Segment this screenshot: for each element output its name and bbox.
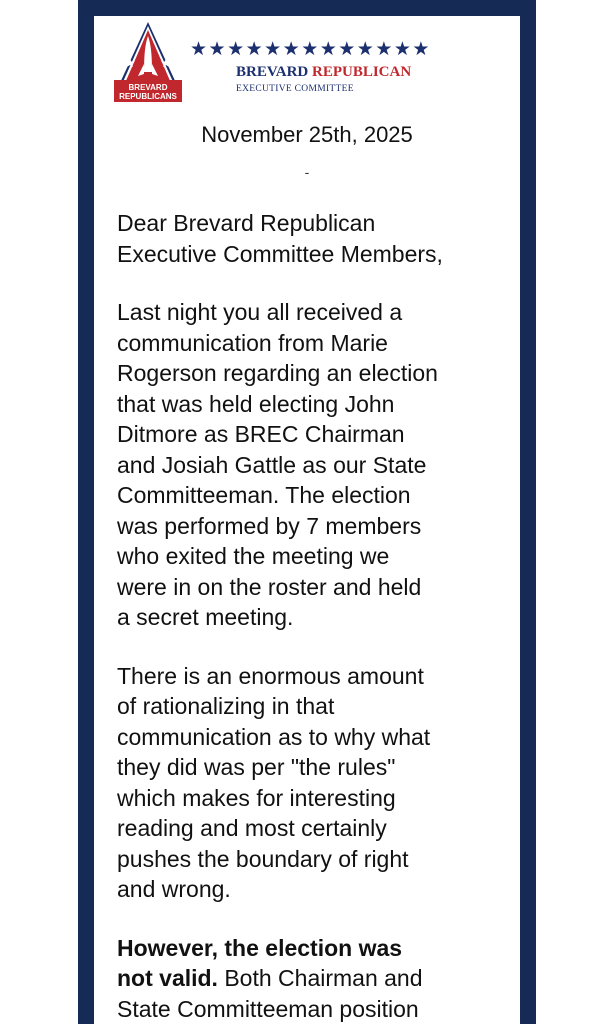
paragraph-line: pushes the boundary of right [117, 845, 409, 872]
paragraph-line: Rogerson regarding an election [117, 360, 438, 386]
org-name [236, 62, 411, 82]
paragraph-line: Last night you all received a [117, 299, 403, 325]
org-name-brevard: BREVARD [236, 64, 309, 80]
paragraph-line: communication from Marie [117, 329, 388, 356]
paragraph-2 [117, 661, 507, 905]
org-name-republican: REPUBLICAN [312, 64, 412, 80]
paragraph-bold-text: However, the election was [117, 934, 403, 961]
salutation-line: Dear Brevard Republican [117, 210, 376, 236]
paragraph-line: Both Chairman and [217, 965, 423, 991]
salutation [117, 208, 507, 269]
paragraph-bold-text: not valid. [117, 965, 218, 991]
org-subtitle: EXECUTIVE COMMITTEE [236, 84, 354, 94]
paragraph-line: they did was per "the rules" [117, 754, 396, 780]
paragraph-line: was performed by 7 members [117, 512, 422, 539]
paragraph-line: a secret meeting. [117, 604, 294, 630]
paragraph-line: of rationalizing in that [117, 693, 335, 719]
logo-text-brevard: BREVARD [128, 83, 168, 92]
brevard-republicans-logo [112, 20, 184, 104]
letter-date: November 25th, 2025 [201, 122, 413, 147]
letter-body [117, 208, 507, 1024]
paragraph-line: reading and most certainly [117, 815, 387, 841]
salutation-line: Executive Committee Members, [117, 240, 443, 267]
paragraph-line: who exited the meeting we [117, 543, 390, 569]
paragraph-1 [117, 297, 507, 633]
paragraph-line: There is an enormous amount [117, 662, 424, 689]
letterhead [94, 16, 520, 106]
paragraph-line: Committeeman. The election [117, 482, 411, 508]
paragraph-line: that was held electing John [117, 390, 395, 417]
star-row-icon: ★★★★★★★★★★★★★ [190, 38, 431, 60]
paragraph-line: and Josiah Gattle as our State [117, 451, 427, 478]
paragraph-line: which makes for interesting [117, 784, 396, 811]
paragraph-3 [117, 933, 507, 1024]
paragraph-line: communication as to why what [117, 723, 431, 750]
paragraph-line: and wrong. [117, 876, 231, 902]
paragraph-line: State Committeeman position [117, 995, 419, 1022]
paragraph-line: were in on the roster and held [117, 573, 422, 600]
logo-text-republicans: REPUBLICANS [119, 92, 177, 101]
date-divider: - [304, 164, 310, 180]
paragraph-line: Ditmore as BREC Chairman [117, 421, 405, 447]
